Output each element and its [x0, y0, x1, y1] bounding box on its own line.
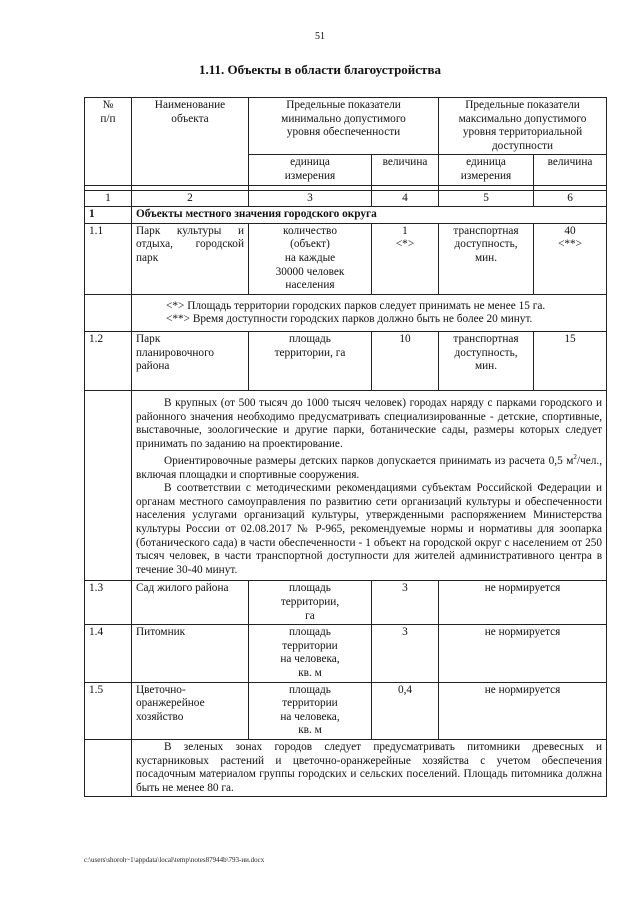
table-row: [85, 682, 607, 739]
col-number: 2: [132, 190, 249, 207]
row-not-normed: не нормируется: [439, 625, 607, 682]
notes-row: [85, 294, 607, 331]
row-value-1: 0,4: [372, 682, 439, 739]
row-unit-1: площадь территории, га: [249, 331, 372, 390]
row-value-1: 3: [372, 625, 439, 682]
table-row: [85, 223, 607, 294]
paragraph: В соответствии с методическими рекомендациями субъектам Российской Федерации и органам местного самоуправления по развитию сети организаций культуры и обеспеченности населения услугами организаций культуры, утвержденными распоряжением Министерства культуры России от 02.08.2017 № Р-965, рекомендуемые нормы и нормативы для зоопарка (ботанического сада) в части обеспеченности - 1 объект на городской округ с населением от 250 тысяч человек, в части транспортной доступности для жителей административного центра в течение 30-40 минут.: [136, 482, 603, 576]
row-unit-1: количество (объект) на каждые 30000 человек населения: [249, 223, 372, 294]
row-num: 1.4: [85, 625, 132, 682]
footnote-2: <**> Время доступности городских парков должно быть не более 20 минут.: [166, 313, 533, 326]
row-name: Парк планировочного района: [132, 331, 249, 390]
header-unit-1: единица измерения: [249, 155, 372, 185]
row-num: 1.2: [85, 331, 132, 390]
table-row: [85, 581, 607, 625]
header-value-1: величина: [372, 155, 439, 185]
row-not-normed: не нормируется: [439, 581, 607, 625]
paragraph-part: /чел., включая площадки и спортивные сооружения.: [136, 455, 603, 481]
row-unit-1: площадь территории на человека, кв. м: [249, 625, 372, 682]
header-row: [85, 98, 607, 155]
row-name: Питомник: [132, 625, 249, 682]
text-row: [85, 739, 607, 796]
row-unit-2: транспортная доступность, мин.: [439, 331, 534, 390]
row-unit-1: площадь территории на человека, кв. м: [249, 682, 372, 739]
row-unit-1: площадь территории, га: [249, 581, 372, 625]
section-num: 1: [85, 207, 132, 224]
header-unit-2: единица измерения: [439, 155, 534, 185]
header-value-2: величина: [534, 155, 607, 185]
footnote-1: <*> Площадь территории городских парков следует принимать не менее 15 га.: [166, 299, 546, 312]
table-row: [85, 331, 607, 390]
page-number: 51: [315, 31, 325, 42]
col-number: 6: [534, 190, 607, 207]
row-num: 1.1: [85, 223, 132, 294]
row-value-2: 15: [534, 331, 607, 390]
header-num: № п/п: [85, 98, 132, 186]
section-name: Объекты местного значения городского округа: [132, 207, 607, 224]
section-row: [85, 207, 607, 224]
col-number: 3: [249, 190, 372, 207]
paragraph: В крупных (от 500 тысяч до 1000 тысяч человек) городах наряду с парками городского и районного значения необходимо предусматривать специализированные - детские, спортивные, выставочные, зоологические и другие парки, ботанические сады, размеры которых следует принимать по заданию на проектирование.: [136, 396, 603, 450]
column-number-row: [85, 190, 607, 207]
paragraph: [136, 451, 602, 482]
header-name: Наименование объекта: [132, 98, 249, 186]
superscript: 2: [573, 453, 577, 462]
norms-table: [84, 97, 607, 797]
table-row: [85, 625, 607, 682]
row-name: Сад жилого района: [132, 581, 249, 625]
header-max-group: Предельные показатели максимально допустимого уровня территориальной доступности: [439, 98, 607, 155]
footnotes: [132, 294, 607, 331]
col-number: 4: [372, 190, 439, 207]
row-value-1: 3: [372, 581, 439, 625]
row-name: Парк культуры и отдыха, городской парк: [132, 223, 249, 294]
row-not-normed: не нормируется: [439, 682, 607, 739]
row-value-1: 10: [372, 331, 439, 390]
paragraph-part: Ориентировочные размеры детских парков допускается принимать из расчета 0,5 м: [164, 455, 574, 468]
section-title: 1.11. Объекты в области благоустройства: [199, 62, 441, 77]
row-unit-2: транспортная доступность, мин.: [439, 223, 534, 294]
row-value-2: 40 <**>: [534, 223, 607, 294]
col-number: 1: [85, 190, 132, 207]
header-min-group: Предельные показатели минимально допустимого уровня обеспеченности: [249, 98, 439, 155]
col-number: 5: [439, 190, 534, 207]
text-row: [85, 390, 607, 580]
explanatory-text: [132, 739, 607, 796]
explanatory-text: [132, 390, 607, 580]
row-name: Цветочно- оранжерейное хозяйство: [132, 682, 249, 739]
row-num: 1.5: [85, 682, 132, 739]
file-path-footer: c:\users\shoroh~1\appdata\local\temp\notes87944b\793-ии.docx: [84, 856, 265, 864]
row-num: 1.3: [85, 581, 132, 625]
paragraph: В зеленых зонах городов следует предусматривать питомники древесных и кустарниковых растений и цветочно-оранжерейные хозяйства с учетом обеспечения посадочным материалом группы городских и сельских поселений. Площадь питомника должна быть не менее 80 га.: [136, 740, 603, 794]
row-value-1: 1 <*>: [372, 223, 439, 294]
